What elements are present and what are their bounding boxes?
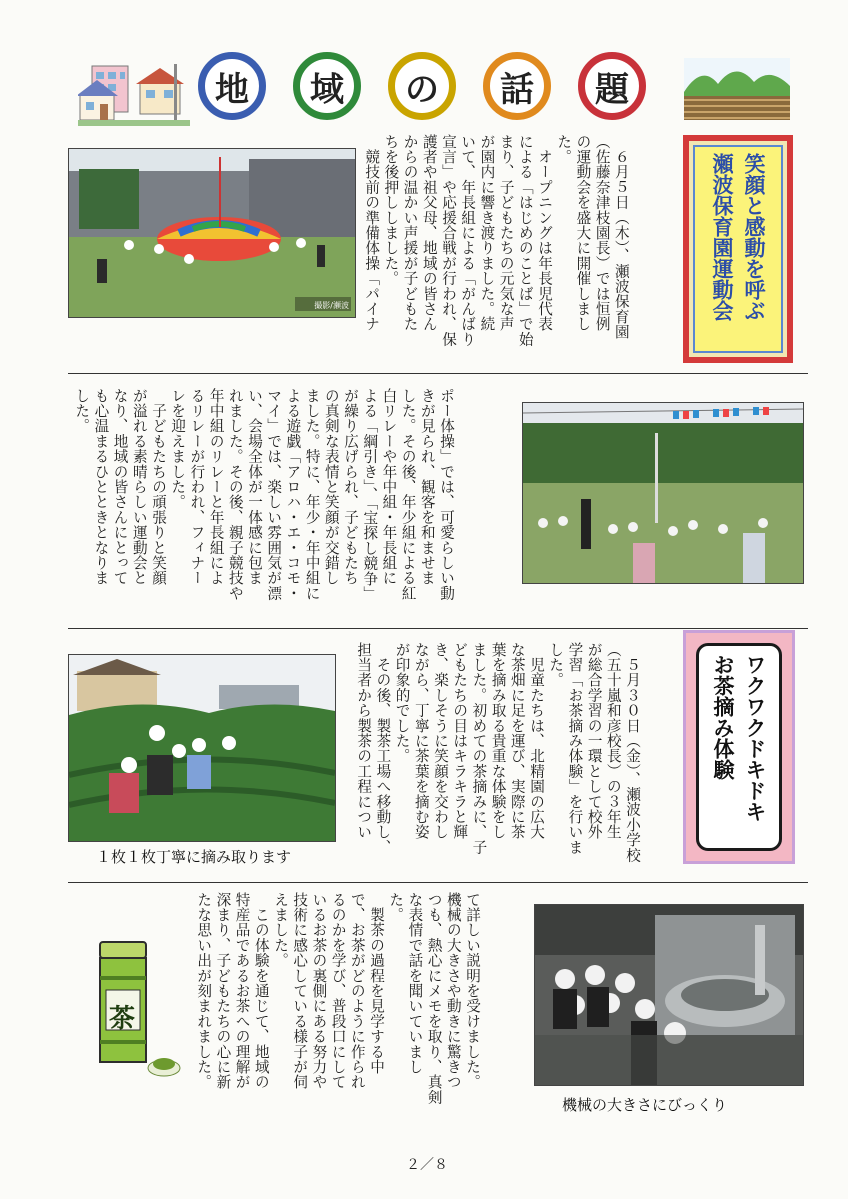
tea-canister-image: [94, 936, 182, 1084]
article1-banner: [683, 135, 793, 363]
tea-factory-photo-image: [535, 905, 803, 1085]
article2-banner-inner: [696, 643, 782, 851]
tea-picking-photo: [68, 654, 336, 842]
tea-picking-photo-image: [69, 655, 335, 841]
tea-canister-icon: [94, 936, 182, 1084]
article1-banner-inner: [693, 145, 783, 353]
section-divider-3: [68, 882, 808, 883]
sports-day-photo-image: [69, 149, 355, 317]
tea-factory-caption: 機械の大きさにびっくり: [562, 1096, 728, 1114]
photo-stamp: 撮影/瀬波: [314, 301, 349, 310]
article2-banner: [683, 630, 795, 864]
article1-banner-title: [642, 153, 834, 321]
banner2-line2: お茶摘み体験: [711, 654, 735, 780]
houses-illustration-icon: [78, 60, 190, 126]
tea-factory-photo: [534, 904, 804, 1086]
title-char-2: 域: [293, 52, 361, 120]
green-hills-field-icon: [684, 58, 790, 120]
section-divider-1: [68, 373, 808, 374]
section-divider-2: [68, 628, 808, 629]
title-char-4: 話: [483, 52, 551, 120]
article2-banner-title: [643, 654, 835, 822]
relay-field-photo: [522, 402, 804, 584]
title-char-3: の: [388, 52, 456, 120]
page-number: ２／８: [406, 1157, 448, 1173]
banner1-line2: 瀬波保育園運動会: [710, 153, 734, 321]
article2-body: ５月３０日（金）、瀬波小学校 （五十嵐和彦校長）の３年生 が総合学習の一環として校外 学習「お茶摘み体験」を行いま した。 児童たちは、北精園の広大 な茶畑に足を運び、実際に茶 葉を摘み取る貴重な体験をし ました。初めての茶摘みに、子 どもたちの目はキラキラと輝 き、楽しそうに笑顔を交わし ながら、丁寧に茶葉を摘む姿 が印象的でした。 その後、製茶工場へ移動し、 担当者から製茶の工程につい: [355, 642, 642, 863]
tea-picking-caption: １枚１枚丁寧に摘み取ります: [96, 848, 292, 866]
banner1-line1: 笑顔と感動を呼ぶ: [742, 153, 766, 321]
article1-body: ６月５日（木）、瀬波保育園 （佐藤奈津枝園長）では恒例 の運動会を盛大に開催しまし た。 オープニングは年長児代表 による「はじめのことば」で始 まり、子どもたちの元気な声 が園内に響き渡りました。続 いて、年長組による「がんばり 宣言」や応援合戦が行われ、保 護者や祖父母、地域の皆さん からの温かい声援が子どもた ちを後押ししました。 競技前の準備体操「パイナ: [363, 134, 630, 347]
article2-continued-body: て詳しい説明を受けました。 機械の大きさや動きに驚きつ つも、熱心にメモを取り、真剣 な表情で話を聞いていまし た。 製茶の過程を見学する中 で、お茶がどのように作られ るのかを学び、普段口にして いるお茶の裏側にある努力や 技術に感心している様子が伺 えました。 この体験を通じて、地域の 特産品であるお茶への理解が 深まり、子どもたちの心に新 たな思い出が刻まれました。: [195, 892, 482, 1105]
banner2-line1: ワクワクドキドキ: [743, 654, 767, 822]
relay-field-photo-image: [523, 403, 803, 583]
article1-continued-body: ポー体操」では、可愛らしい動 きが見られ、観客を和ませま した。その後、年少組による紅 白リレーや年中組・年長組に よる「綱引き」、「宝探し競争」 が繰り広げられ、子どもたち の真剣な表情と笑顔が交錯し ました。特に、年少・年中組に よる遊戯「アロハ・エ・コモ・ マイ」では、楽しい雰囲気が漂 い、会場全体が一体感に包ま れました。その後、親子競技や 年中組のリレーと年長組によ るリレーが行われ、フィナー レを迎えました。 子どもたちの頑張りと笑顔 が溢れる素晴らしい運動会と なり、地域の皆さんにとって も心温まるひとときとなりま した。: [73, 388, 456, 602]
tea-can-label: 茶: [109, 1004, 136, 1034]
title-char-5: 題: [578, 52, 646, 120]
sports-day-photo: [68, 148, 356, 318]
title-char-1: 地: [198, 52, 266, 120]
